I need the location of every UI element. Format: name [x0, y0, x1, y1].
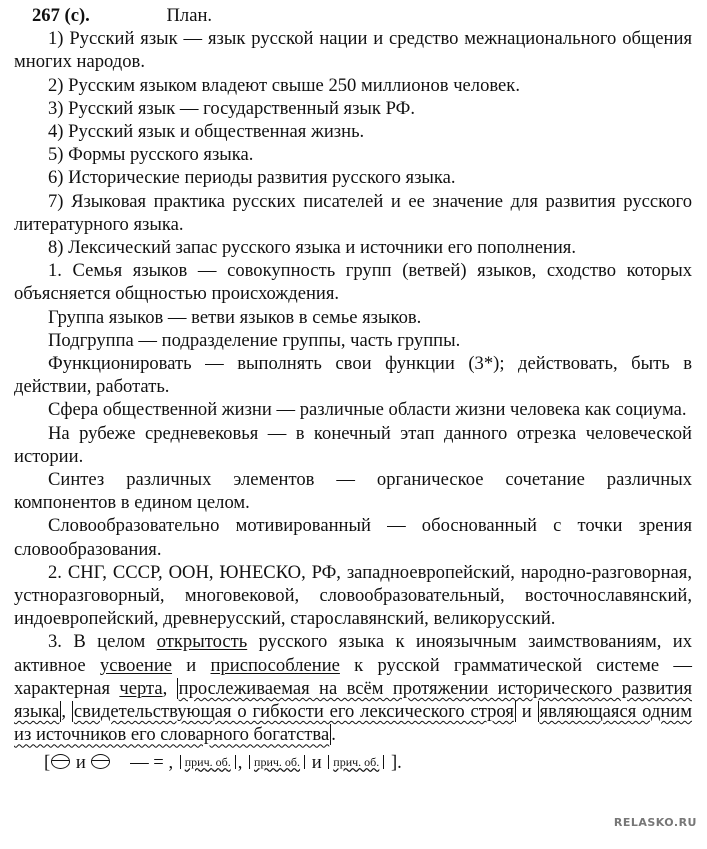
definition: Сфера общественной жизни — различные области жизни человека как социума. — [48, 399, 687, 421]
text-fragment: русского языка к иноязычным заимствованиям, их активное — [14, 631, 692, 676]
participial-phrase: прослеживаемая на всём протяжении исторического развития языка — [14, 677, 692, 723]
schema-participle-tag: прич. об. — [328, 755, 384, 769]
text-fragment: к русской грамматической системе — характерная — [14, 654, 692, 699]
subject-word: усвоение — [99, 654, 173, 676]
plan-item: 4) Русский язык и общественная жизнь. — [48, 121, 365, 143]
text-fragment: , — [61, 701, 72, 723]
document-page — [14, 4, 692, 774]
subject-word: приспособление — [210, 654, 340, 676]
participial-phrase: свидетельствующая о гибкости его лексического строя — [73, 701, 514, 723]
text-fragment: , — [162, 677, 177, 699]
schema-predicate: — = , — [130, 751, 174, 773]
schema-participle-tag: прич. об. — [180, 755, 236, 769]
plan-item: 3) Русский язык — государственный язык РФ. — [48, 97, 415, 119]
task-3-text — [14, 630, 692, 746]
predicate-word: черта — [119, 677, 163, 699]
plan-item: 5) Формы русского языка. — [48, 144, 254, 166]
text-fragment: и — [515, 701, 538, 723]
exercise-number: 267 (с). — [32, 5, 90, 26]
schema-open-bracket: [ — [44, 751, 51, 773]
schema-comma: , — [237, 751, 243, 773]
definition: Подгруппа — подразделение группы, часть группы. — [48, 329, 461, 351]
homogeneous-member-icon — [51, 754, 70, 769]
text-fragment: 3. В целом — [48, 631, 157, 653]
definition: 1. Семья языков — совокупность групп (ветвей) языков, сходство которых объясняется общностью происхождения. — [14, 260, 692, 305]
schema-and: и — [311, 751, 322, 773]
text-fragment: и — [172, 654, 211, 676]
plan-item: 6) Исторические периоды развития русского языка. — [48, 167, 456, 189]
plan-item: 2) Русским языком владеют свыше 250 миллионов человек. — [48, 74, 520, 96]
definition: Словообразовательно мотивированный — обоснованный с точки зрения словообразования. — [14, 515, 692, 560]
definition: На рубеже средневековья — в конечный этап данного отрезка человеческой истории. — [14, 422, 692, 467]
definition: Группа языков — ветви языков в семье языков. — [48, 306, 422, 328]
sentence-schema — [14, 751, 692, 774]
text-fragment: . — [331, 724, 336, 746]
plan-item: 7) Языковая практика русских писателей и ее значение для развития русского литературного языка. — [14, 190, 692, 235]
definition: Функционировать — выполнять свои функции (3*); действовать, быть в действии, работать. — [14, 353, 692, 398]
watermark: RELASKO.RU — [613, 816, 697, 829]
schema-participle-tag: прич. об. — [249, 755, 305, 769]
schema-and: и — [75, 751, 86, 773]
subject-word: открытость — [156, 631, 248, 653]
plan-item: 1) Русский язык — язык русской нации и средство межнационального общения многих народов. — [14, 28, 692, 73]
schema-close-bracket: ]. — [390, 751, 402, 773]
participial-phrase: являющаяся одним из источников его словарного богатства — [14, 701, 692, 746]
definition: Синтез различных элементов — органическое сочетание различных компонентов в едином целом. — [14, 469, 692, 514]
plan-title: План. — [166, 5, 213, 26]
plan-item: 8) Лексический запас русского языка и источники его пополнения. — [48, 237, 576, 259]
task-2-text: 2. СНГ, СССР, ООН, ЮНЕСКО, РФ, западноевропейский, народно-разговорная, устноразговорный, многовековой, словообразовательный, восточнославянский, индоевропейский, древнерусский, старославянский, великорусский. — [14, 561, 692, 630]
homogeneous-member-icon — [91, 754, 110, 769]
exercise-header — [14, 4, 692, 27]
